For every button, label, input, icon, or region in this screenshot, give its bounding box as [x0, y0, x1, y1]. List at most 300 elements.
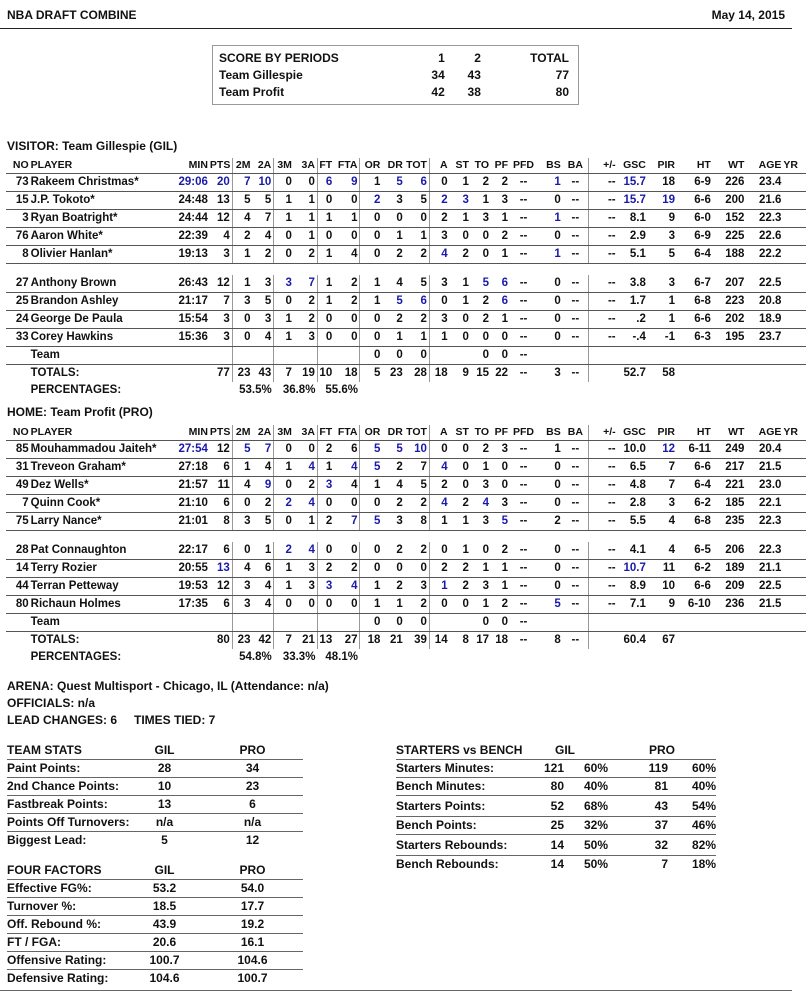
cell-2m	[232, 614, 252, 632]
cell-dr: 2	[382, 246, 404, 264]
cell-pf: 0	[491, 329, 510, 347]
total-score: 77	[555, 68, 569, 82]
cell-st	[450, 614, 471, 632]
cell-st: 1	[450, 210, 471, 228]
player-row	[6, 228, 806, 246]
player-row	[6, 560, 806, 578]
cell-no: 31	[6, 459, 31, 477]
cell-2a: 7	[252, 441, 273, 459]
column-header-no: NO	[6, 425, 31, 441]
column-header-st: ST	[450, 425, 471, 441]
column-header-pf: PF	[491, 425, 510, 441]
cell-plus-minus: --	[589, 495, 618, 513]
cell-dr: 2	[382, 459, 404, 477]
officials-info: OFFICIALS: n/a	[7, 696, 95, 710]
cell-wt: 236	[713, 596, 747, 614]
cell-ht: 6-2	[677, 495, 713, 513]
cell-tot: 8	[405, 513, 430, 531]
cell-no: 73	[6, 174, 31, 192]
cell-to: 1	[471, 560, 491, 578]
cell-wt: 152	[713, 210, 747, 228]
cell-ft: 0	[317, 228, 334, 246]
cell-ht: 6-10	[677, 596, 713, 614]
cell-pf: 1	[491, 560, 510, 578]
cell-pfd: --	[510, 495, 537, 513]
cell-2m: 0	[232, 495, 252, 513]
column-header-yr: YR	[783, 158, 806, 174]
cell-tot: 2	[405, 542, 430, 560]
cell-pf: 2	[491, 228, 510, 246]
cell-st: 0	[450, 441, 471, 459]
cell-wt	[713, 365, 747, 383]
cell-gsc: .2	[618, 311, 648, 329]
column-header-dr: DR	[382, 158, 404, 174]
cell-to: 1	[471, 459, 491, 477]
cell-no: 49	[6, 477, 31, 495]
cell-yr	[783, 578, 806, 596]
cell-age	[746, 365, 783, 383]
cell-pir: -1	[648, 329, 677, 347]
cell-or: 0	[360, 347, 382, 365]
cell-no: 27	[6, 275, 31, 293]
cell-2a: 4	[252, 596, 273, 614]
cell-pf: 6	[491, 275, 510, 293]
cell-2m: 7	[232, 174, 252, 192]
cell-to: 0	[471, 614, 491, 632]
cell-dr: 5	[382, 441, 404, 459]
ft-percentage: 48.1%	[325, 651, 358, 663]
cell-no: 24	[6, 311, 31, 329]
cell-ba: --	[563, 441, 589, 459]
cell-pf: 2	[491, 596, 510, 614]
cell-gsc: 5.1	[618, 246, 648, 264]
cell-fta: 0	[334, 329, 360, 347]
cell-pts: 12	[210, 275, 232, 293]
team-stats-table	[7, 742, 303, 849]
column-header-wt: WT	[713, 425, 747, 441]
cell-2a: 10	[252, 174, 273, 192]
cell-pir: 19	[648, 192, 677, 210]
cell-3a: 4	[294, 495, 318, 513]
cell-dr: 0	[382, 560, 404, 578]
cell-3m: 3	[274, 275, 294, 293]
cell-a: 0	[429, 542, 449, 560]
cell-3m: 1	[274, 329, 294, 347]
cell-a: 3	[429, 275, 449, 293]
cell-dr: 1	[382, 329, 404, 347]
cell-pf: 2	[491, 174, 510, 192]
cell-bs: 8	[554, 634, 561, 646]
cell-pf: 3	[491, 192, 510, 210]
cell-2m: 2	[232, 228, 252, 246]
cell-ft: 2	[317, 560, 334, 578]
cell-ft	[317, 614, 334, 632]
four-factors-cell: 18.5	[127, 898, 202, 916]
team-stats-cell: Paint Points:	[7, 760, 127, 778]
starters-bench-cell: Starters Points:	[396, 796, 522, 817]
cell-gsc: 3.8	[618, 275, 648, 293]
cell-fta: 7	[334, 513, 360, 531]
cell-tot: 3	[405, 578, 430, 596]
cell-fta: 0	[334, 596, 360, 614]
cell-fta: 0	[334, 192, 360, 210]
cell-2a: 1	[252, 542, 273, 560]
score-by-periods-header	[219, 50, 569, 67]
empty-cell	[360, 649, 806, 666]
cell-or: 2	[360, 192, 382, 210]
visitor-title: VISITOR: Team Gillespie (GIL)	[7, 139, 178, 153]
cell-gsc: 8.9	[618, 578, 648, 596]
cell-a: 4	[429, 459, 449, 477]
period-1-score: 34	[431, 68, 445, 82]
cell-plus-minus: --	[589, 459, 618, 477]
cell-2a: 3	[252, 275, 273, 293]
player-row	[6, 441, 806, 459]
cell-pfd: --	[510, 560, 537, 578]
cell-no	[6, 347, 31, 365]
team-stats-cell: 5	[127, 832, 202, 850]
cell-pir: 3	[648, 275, 677, 293]
cell-plus-minus	[589, 632, 618, 650]
cell-a: 0	[429, 441, 449, 459]
cell-wt: 189	[713, 560, 747, 578]
cell-tot: 0	[405, 560, 430, 578]
fg3-percentage: 36.8%	[282, 384, 316, 396]
four-factors-header	[7, 862, 303, 880]
four-factors-cell: 100.7	[202, 970, 303, 988]
cell-a: 1	[429, 513, 449, 531]
game-date: May 14, 2015	[711, 8, 785, 22]
cell-or: 0	[360, 329, 382, 347]
cell-to: 0	[471, 542, 491, 560]
cell-fta: 4	[334, 578, 360, 596]
starters-bench-cell: Bench Points:	[396, 817, 522, 835]
cell-ba: --	[563, 495, 589, 513]
cell-min: 24:48	[165, 192, 210, 210]
row-spacer	[6, 531, 806, 543]
cell-wt: 202	[713, 311, 747, 329]
cell-ba: --	[563, 596, 589, 614]
cell-wt	[713, 347, 747, 365]
starters-bench-cell: 60%	[668, 760, 716, 778]
cell-2m: 3	[232, 578, 252, 596]
cell-ba: --	[563, 329, 589, 347]
cell-wt: 217	[713, 459, 747, 477]
cell-to: 17	[476, 634, 490, 646]
cell-ft: 13	[319, 634, 333, 646]
cell-pts: 3	[210, 311, 232, 329]
cell-yr	[783, 192, 806, 210]
column-header-fta: FTA	[334, 158, 360, 174]
cell-fta: 4	[334, 246, 360, 264]
cell-st: 8	[462, 634, 469, 646]
cell-pts: 6	[210, 459, 232, 477]
cell-pfd: --	[510, 329, 537, 347]
starters-bench-cell: 7	[608, 856, 668, 874]
cell-yr	[783, 596, 806, 614]
four-factors-header-cell: FOUR FACTORS	[7, 863, 102, 877]
cell-or: 0	[360, 542, 382, 560]
cell-ht: 6-5	[677, 542, 713, 560]
cell-3a: 4	[294, 542, 318, 560]
cell-min: 20:55	[165, 560, 210, 578]
cell-st: 3	[450, 192, 471, 210]
cell-a: 0	[429, 174, 449, 192]
team-stats-cell: n/a	[127, 814, 202, 832]
cell-st: 2	[450, 578, 471, 596]
cell-pf: 1	[491, 210, 510, 228]
cell-plus-minus: --	[589, 329, 618, 347]
footer-rule	[0, 990, 792, 991]
starters-bench-row	[396, 760, 716, 778]
percentages-row	[6, 649, 806, 666]
starters-bench-cell: 14	[522, 856, 564, 874]
cell-pfd: --	[510, 614, 537, 632]
cell-pf: 0	[491, 614, 510, 632]
cell-3a: 0	[294, 596, 318, 614]
cell-gsc: 8.1	[618, 210, 648, 228]
cell-a: 0	[429, 293, 449, 311]
team-stats-header	[7, 742, 303, 760]
empty-cell	[360, 382, 806, 399]
cell-2a: 3	[252, 311, 273, 329]
cell-tot: 6	[405, 174, 430, 192]
cell-3a: 2	[294, 246, 318, 264]
cell-3a: 2	[294, 293, 318, 311]
score-row-home	[219, 84, 569, 101]
cell-a: 2	[429, 192, 449, 210]
cell-tot: 2	[405, 596, 430, 614]
cell-wt: 209	[713, 578, 747, 596]
four-factors-row	[7, 898, 303, 916]
four-factors-row	[7, 934, 303, 952]
team-stats-cell: Biggest Lead:	[7, 832, 127, 850]
cell-pts: 6	[210, 542, 232, 560]
cell-ba: --	[563, 228, 589, 246]
column-header-yr: YR	[783, 425, 806, 441]
cell-to: 0	[471, 246, 491, 264]
cell-fta: 4	[334, 459, 360, 477]
cell-plus-minus: --	[589, 578, 618, 596]
cell-to: 1	[471, 192, 491, 210]
cell-ht: 6-4	[677, 246, 713, 264]
cell-fta	[334, 347, 360, 365]
cell-yr	[783, 477, 806, 495]
total-score: 80	[555, 85, 569, 99]
cell-or: 0	[360, 210, 382, 228]
cell-2a: 42	[252, 632, 273, 650]
cell-pf: 1	[491, 578, 510, 596]
cell-gsc	[618, 614, 648, 632]
team-stats-row	[7, 796, 303, 814]
cell-pfd: --	[510, 347, 537, 365]
cell-no: 7	[6, 495, 31, 513]
lead-changes: LEAD CHANGES: 6	[7, 713, 118, 727]
cell-2a: 4	[252, 578, 273, 596]
cell-bs: 0	[537, 192, 563, 210]
cell-pir	[648, 347, 677, 365]
cell-yr	[783, 329, 806, 347]
cell-ft: 0	[317, 495, 334, 513]
cell-2a: 2	[252, 246, 273, 264]
cell-player: Treveon Graham*	[31, 459, 165, 477]
cell-st: 1	[450, 513, 471, 531]
cell-fta: 0	[334, 495, 360, 513]
cell-ft: 1	[317, 210, 334, 228]
column-header-2m: 2M	[232, 158, 252, 174]
cell-player: Aaron White*	[31, 228, 165, 246]
cell-gsc: 52.7	[623, 367, 646, 379]
column-header-pir: PIR	[648, 158, 677, 174]
cell-ft: 1	[317, 246, 334, 264]
cell-st: 1	[450, 275, 471, 293]
cell-tot: 2	[405, 311, 430, 329]
column-header-a: A	[429, 158, 449, 174]
cell-ht: 6-2	[677, 560, 713, 578]
starters-bench-cell: 25	[522, 817, 564, 835]
cell-st: 0	[450, 459, 471, 477]
cell-st: 1	[450, 174, 471, 192]
cell-or: 5	[360, 459, 382, 477]
starters-bench-cell: 50%	[564, 835, 608, 856]
cell-ba: --	[563, 459, 589, 477]
cell-tot: 0	[405, 614, 430, 632]
cell-age: 23.4	[746, 174, 783, 192]
cell-2a: 9	[252, 477, 273, 495]
cell-ft: 1	[317, 459, 334, 477]
cell-dr: 5	[382, 293, 404, 311]
cell-st: 0	[450, 228, 471, 246]
cell-fta: 1	[334, 210, 360, 228]
row-spacer	[6, 264, 806, 276]
column-header-gsc: GSC	[618, 425, 648, 441]
cell-gsc: 4.8	[618, 477, 648, 495]
spacer-cell	[6, 531, 806, 543]
cell-ht: 6-6	[677, 578, 713, 596]
cell-yr	[783, 174, 806, 192]
cell-2m: 0	[232, 542, 252, 560]
cell-yr	[783, 459, 806, 477]
cell-wt: 185	[713, 495, 747, 513]
cell-st: 2	[450, 246, 471, 264]
team-stats-cell: n/a	[202, 814, 303, 832]
cell-age: 22.3	[746, 210, 783, 228]
cell-player: George De Paula	[31, 311, 165, 329]
starters-bench-cell: 121	[522, 760, 564, 778]
cell-3a: 1	[294, 210, 318, 228]
cell-pir: 58	[662, 367, 675, 379]
team-stats-header-cell: TEAM STATS	[7, 743, 82, 757]
column-header-gsc: GSC	[618, 158, 648, 174]
cell-3m: 1	[274, 210, 294, 228]
cell-no	[6, 632, 31, 650]
team-name: Team Profit	[219, 85, 285, 99]
cell-wt: 226	[713, 174, 747, 192]
column-header-wt: WT	[713, 158, 747, 174]
page-title: NBA DRAFT COMBINE	[7, 8, 137, 22]
team-stats-row	[7, 832, 303, 850]
cell-to: 2	[471, 293, 491, 311]
cell-pfd: --	[510, 477, 537, 495]
cell-min: 21:57	[165, 477, 210, 495]
cell-no: 44	[6, 578, 31, 596]
cell-a	[429, 347, 449, 365]
cell-or: 0	[360, 311, 382, 329]
team-stats-header-cell: GIL	[154, 743, 175, 757]
cell-2m	[232, 347, 252, 365]
cell-tot: 7	[405, 459, 430, 477]
cell-tot: 2	[405, 495, 430, 513]
cell-ba	[563, 614, 589, 632]
four-factors-cell: 16.1	[202, 934, 303, 952]
cell-ft: 0	[317, 596, 334, 614]
percentages-label: PERCENTAGES:	[30, 384, 122, 396]
cell-no: 75	[6, 513, 31, 531]
team-stats-cell: Points Off Turnovers:	[7, 814, 127, 832]
cell-dr: 0	[382, 210, 404, 228]
period-2-score: 38	[467, 85, 481, 99]
cell-tot: 5	[405, 192, 430, 210]
column-header-bs: BS	[537, 158, 563, 174]
cell-age: 22.3	[746, 513, 783, 531]
cell-3a: 3	[294, 560, 318, 578]
cell-pf: 0	[491, 459, 510, 477]
cell-yr	[783, 210, 806, 228]
cell-2a	[252, 614, 273, 632]
cell-pfd: --	[510, 596, 537, 614]
column-header-to: TO	[471, 158, 491, 174]
cell-pfd: --	[510, 513, 537, 531]
starters-bench-cell: 40%	[564, 778, 608, 796]
cell-bs	[537, 614, 563, 632]
cell-tot: 0	[405, 210, 430, 228]
cell-no: 8	[6, 246, 31, 264]
period-1-header: 1	[438, 51, 445, 65]
cell-ft: 0	[317, 311, 334, 329]
cell-2m: 23	[237, 634, 251, 646]
cell-pir: 10	[648, 578, 677, 596]
cell-plus-minus: --	[589, 542, 618, 560]
cell-pfd: --	[519, 634, 528, 646]
starters-bench-cell: 81	[608, 778, 668, 796]
cell-gsc: -.4	[618, 329, 648, 347]
cell-a: 2	[429, 210, 449, 228]
cell-ba: --	[563, 293, 589, 311]
column-header-age: AGE	[746, 158, 783, 174]
column-header-st: ST	[450, 158, 471, 174]
cell-tot: 39	[405, 632, 430, 650]
starters-bench-cell: 18%	[668, 856, 716, 874]
column-header-plus-minus: +/-	[589, 158, 618, 174]
cell-dr: 2	[382, 542, 404, 560]
starters-bench-header-cell: GIL	[555, 743, 575, 757]
cell-2m: 4	[232, 560, 252, 578]
cell-a: 4	[429, 246, 449, 264]
cell-pts: 7	[210, 293, 232, 311]
cell-pts: 6	[210, 596, 232, 614]
cell-plus-minus: --	[589, 275, 618, 293]
player-row	[6, 293, 806, 311]
cell-ft: 3	[317, 578, 334, 596]
cell-ft: 10	[319, 367, 333, 379]
cell-3a: 3	[294, 329, 318, 347]
cell-pfd: --	[510, 174, 537, 192]
cell-2m: 3	[232, 513, 252, 531]
cell-st	[450, 347, 471, 365]
cell-min: 21:10	[165, 495, 210, 513]
cell-3a: 3	[294, 578, 318, 596]
cell-a	[429, 614, 449, 632]
